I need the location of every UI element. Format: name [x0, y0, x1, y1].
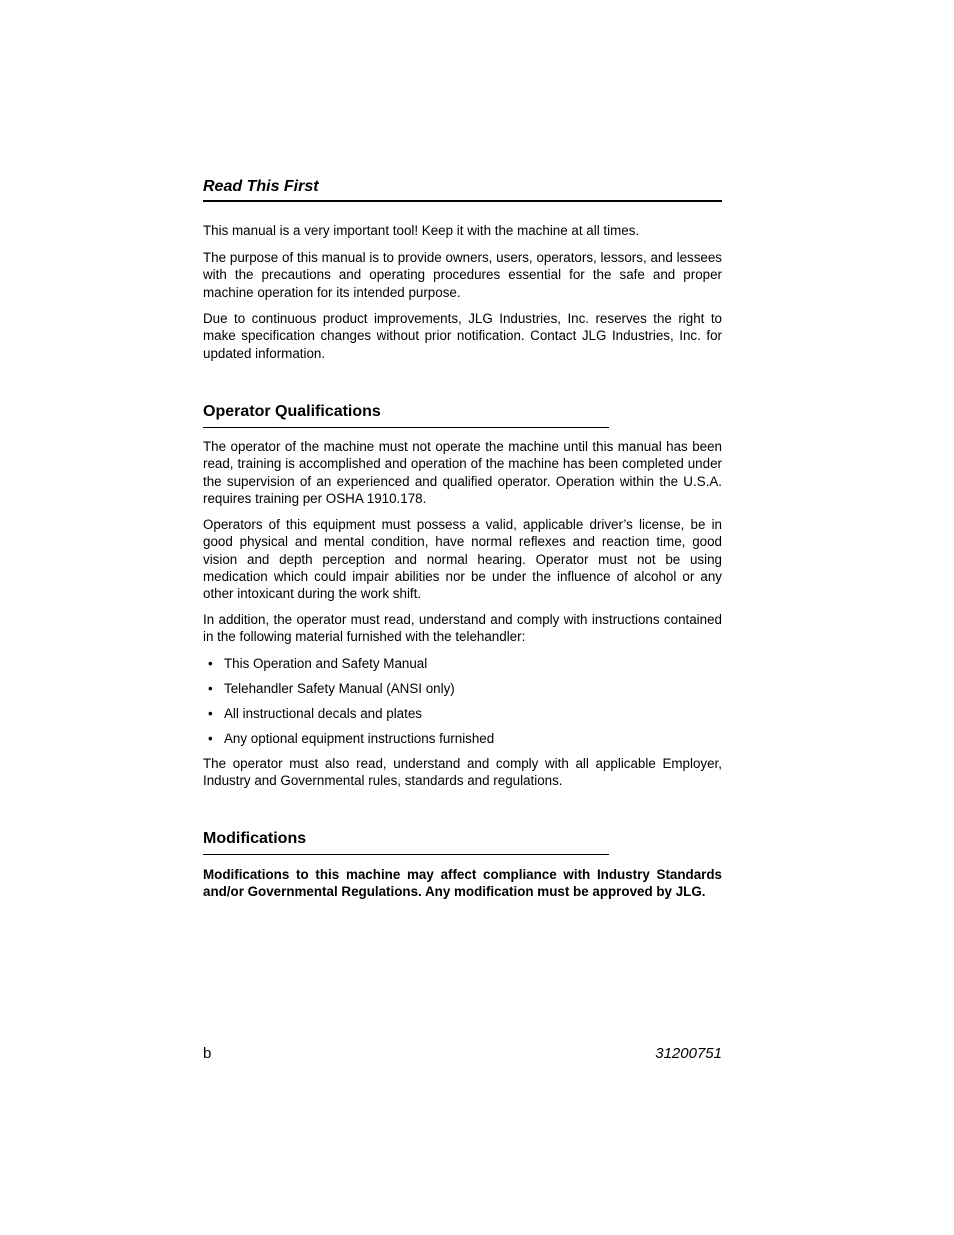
page-letter: b	[203, 1045, 212, 1062]
operator-paragraph-1: The operator of the machine must not operate the machine until this manual has been read, training is accomplished and operation of the machine has been completed under the supervision of an experienced and qualified operator. Operation within the U.S.A. requires training per OSHA 1910.178.	[203, 439, 722, 506]
list-item-text: Telehandler Safety Manual (ANSI only)	[224, 681, 455, 696]
bullet-icon: •	[208, 656, 213, 671]
manual-page	[203, 0, 722, 1235]
read-first-paragraph-1: This manual is a very important tool! Keep it with the machine at all times.	[203, 223, 640, 238]
read-this-first-heading: Read This First	[203, 177, 722, 202]
list-item	[208, 730, 722, 747]
list-item-text: Any optional equipment instructions furnished	[224, 731, 495, 746]
operator-qualifications-heading: Operator Qualifications	[203, 402, 609, 428]
list-item-text: This Operation and Safety Manual	[224, 656, 428, 671]
operator-paragraph-3: In addition, the operator must read, understand and comply with instructions contained in the following material furnished with the telehandler:	[203, 612, 722, 645]
bullet-icon: •	[208, 731, 213, 746]
list-item	[208, 655, 722, 672]
operator-closing-paragraph: The operator must also read, understand and comply with all applicable Employer, Industry and Governmental rules, standards and regulations.	[203, 756, 722, 789]
read-first-paragraph-3: Due to continuous product improvements, JLG Industries, Inc. reserves the right to make specification changes without prior notification. Contact JLG Industries, Inc. for updated information.	[203, 311, 722, 361]
list-item-text: All instructional decals and plates	[224, 706, 422, 721]
list-item	[208, 705, 722, 722]
list-item	[208, 680, 722, 697]
read-first-paragraph-2: The purpose of this manual is to provide owners, users, operators, lessors, and lessees with the precautions and operating procedures essential for the safe and proper machine operation for its intended purpose.	[203, 250, 722, 300]
bullet-icon: •	[208, 706, 213, 721]
modifications-heading: Modifications	[203, 829, 609, 855]
document-number: 31200751	[655, 1045, 722, 1062]
bullet-icon: •	[208, 681, 213, 696]
operator-paragraph-2: Operators of this equipment must possess a valid, applicable driver’s license, be in good physical and mental condition, have normal reflexes and reaction time, good vision and depth perception and normal hearing. Operator must not be using medication which could impair abilities nor be under the influence of alcohol or any other intoxicant during the work shift.	[203, 517, 722, 602]
modifications-paragraph: Modifications to this machine may affect compliance with Industry Standards and/or Governmental Regulations. Any modification must be approved by JLG.	[203, 867, 722, 900]
